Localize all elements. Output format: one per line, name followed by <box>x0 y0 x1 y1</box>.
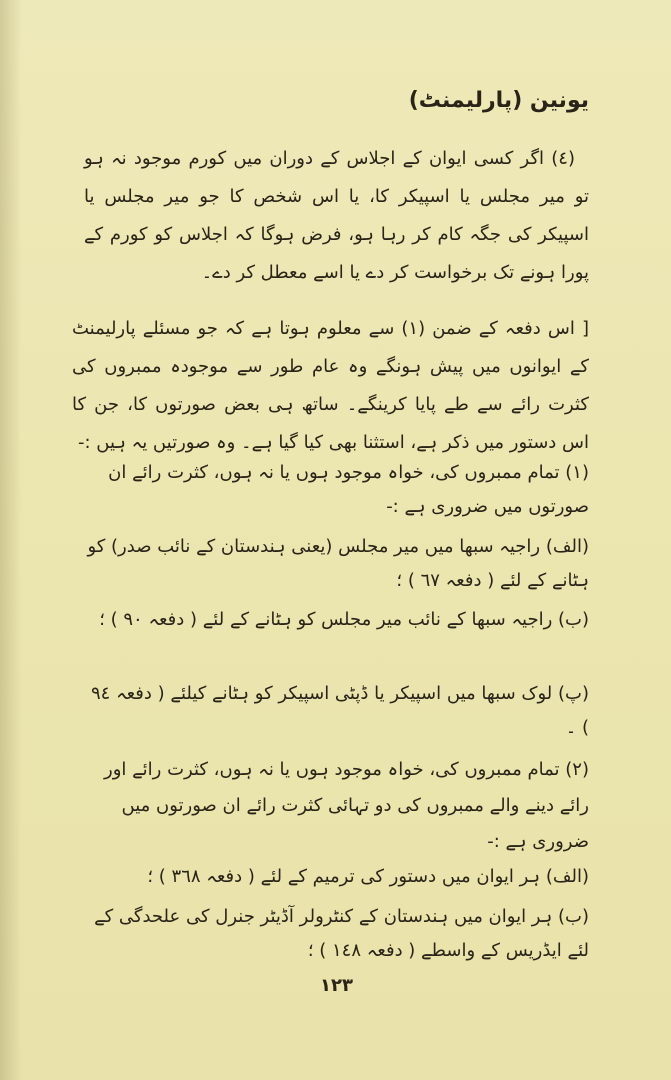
running-head: یونین (پارلیمنٹ) <box>408 88 589 113</box>
page-content <box>72 0 589 1080</box>
list-item-1: (١) تمام ممبروں کی، خواہ موجود ہوں یا نہ ہوں، کثرت رائے ان صورتوں میں ضروری ہے :- <box>108 462 589 517</box>
paragraph-commentary: [ اس دفعہ کے ضمن (١) سے معلوم ہوتا ہے کہ جو مسئلے پارلیمنٹ کے ایوانوں میں پیش ہونگے وہ عام طور سے موجودہ ممبروں کی کثرت رائے سے طے پایا کرینگے۔ ساتھ ہی بعض صورتوں کا، جن کا اس دستور میں ذکر ہے، استثنا بھی کیا گیا ہے۔ وہ صورتیں یہ ہیں :- <box>72 318 589 453</box>
list-item-2-be: (ب) ہر ایوان میں ہندستان کے کنٹرولر آڈیٹر جنرل کی علحدگی کے لئے ایڈریس کے واسطے ( دفعہ ١٤٨ ) ؛ <box>94 906 589 961</box>
list-item-1-alif: (الف) راجیہ سبھا میں میر مجلس (یعنی ہندستان کے نائب صدر) کو ہٹانے کے لئے ( دفعہ ٦٧ ) ؛ <box>87 536 589 591</box>
page-number: ١٢٣ <box>320 975 353 996</box>
list-item-2-alif: (الف) ہر ایوان میں دستور کی ترمیم کے لئے ( دفعہ ٣٦٨ ) ؛ <box>147 866 589 887</box>
list-item-2: (٢) تمام ممبروں کی، خواہ موجود ہوں یا نہ ہوں، کثرت رائے اور رائے دینے والے ممبروں کی دو تہائی کثرت رائے ان صورتوں میں ضروری ہے :- <box>104 759 589 852</box>
list-item-1-be: (ب) راجیہ سبھا کے نائب میر مجلس کو ہٹانے کے لئے ( دفعہ ٩٠ ) ؛ <box>99 609 589 630</box>
binding-shadow <box>0 0 22 1080</box>
list-item-1-pe: (پ) لوک سبھا میں اسپیکر یا ڈپٹی اسپیکر کو ہٹانے کیلئے ( دفعہ ٩٤ ) ۔ <box>91 683 589 738</box>
paragraph-quorum: (٤) اگر کسی ایوان کے اجلاس کے دوران میں کورم موجود نہ ہو تو میر مجلس یا اسپیکر کا، یا اس شخص کا جو میر مجلس یا اسپیکر کی جگہ کام کر رہا ہو، فرض ہوگا کہ اجلاس کو کورم کے پورا ہونے تک برخواست کر دے یا اسے معطل کر دے۔ <box>84 148 589 283</box>
